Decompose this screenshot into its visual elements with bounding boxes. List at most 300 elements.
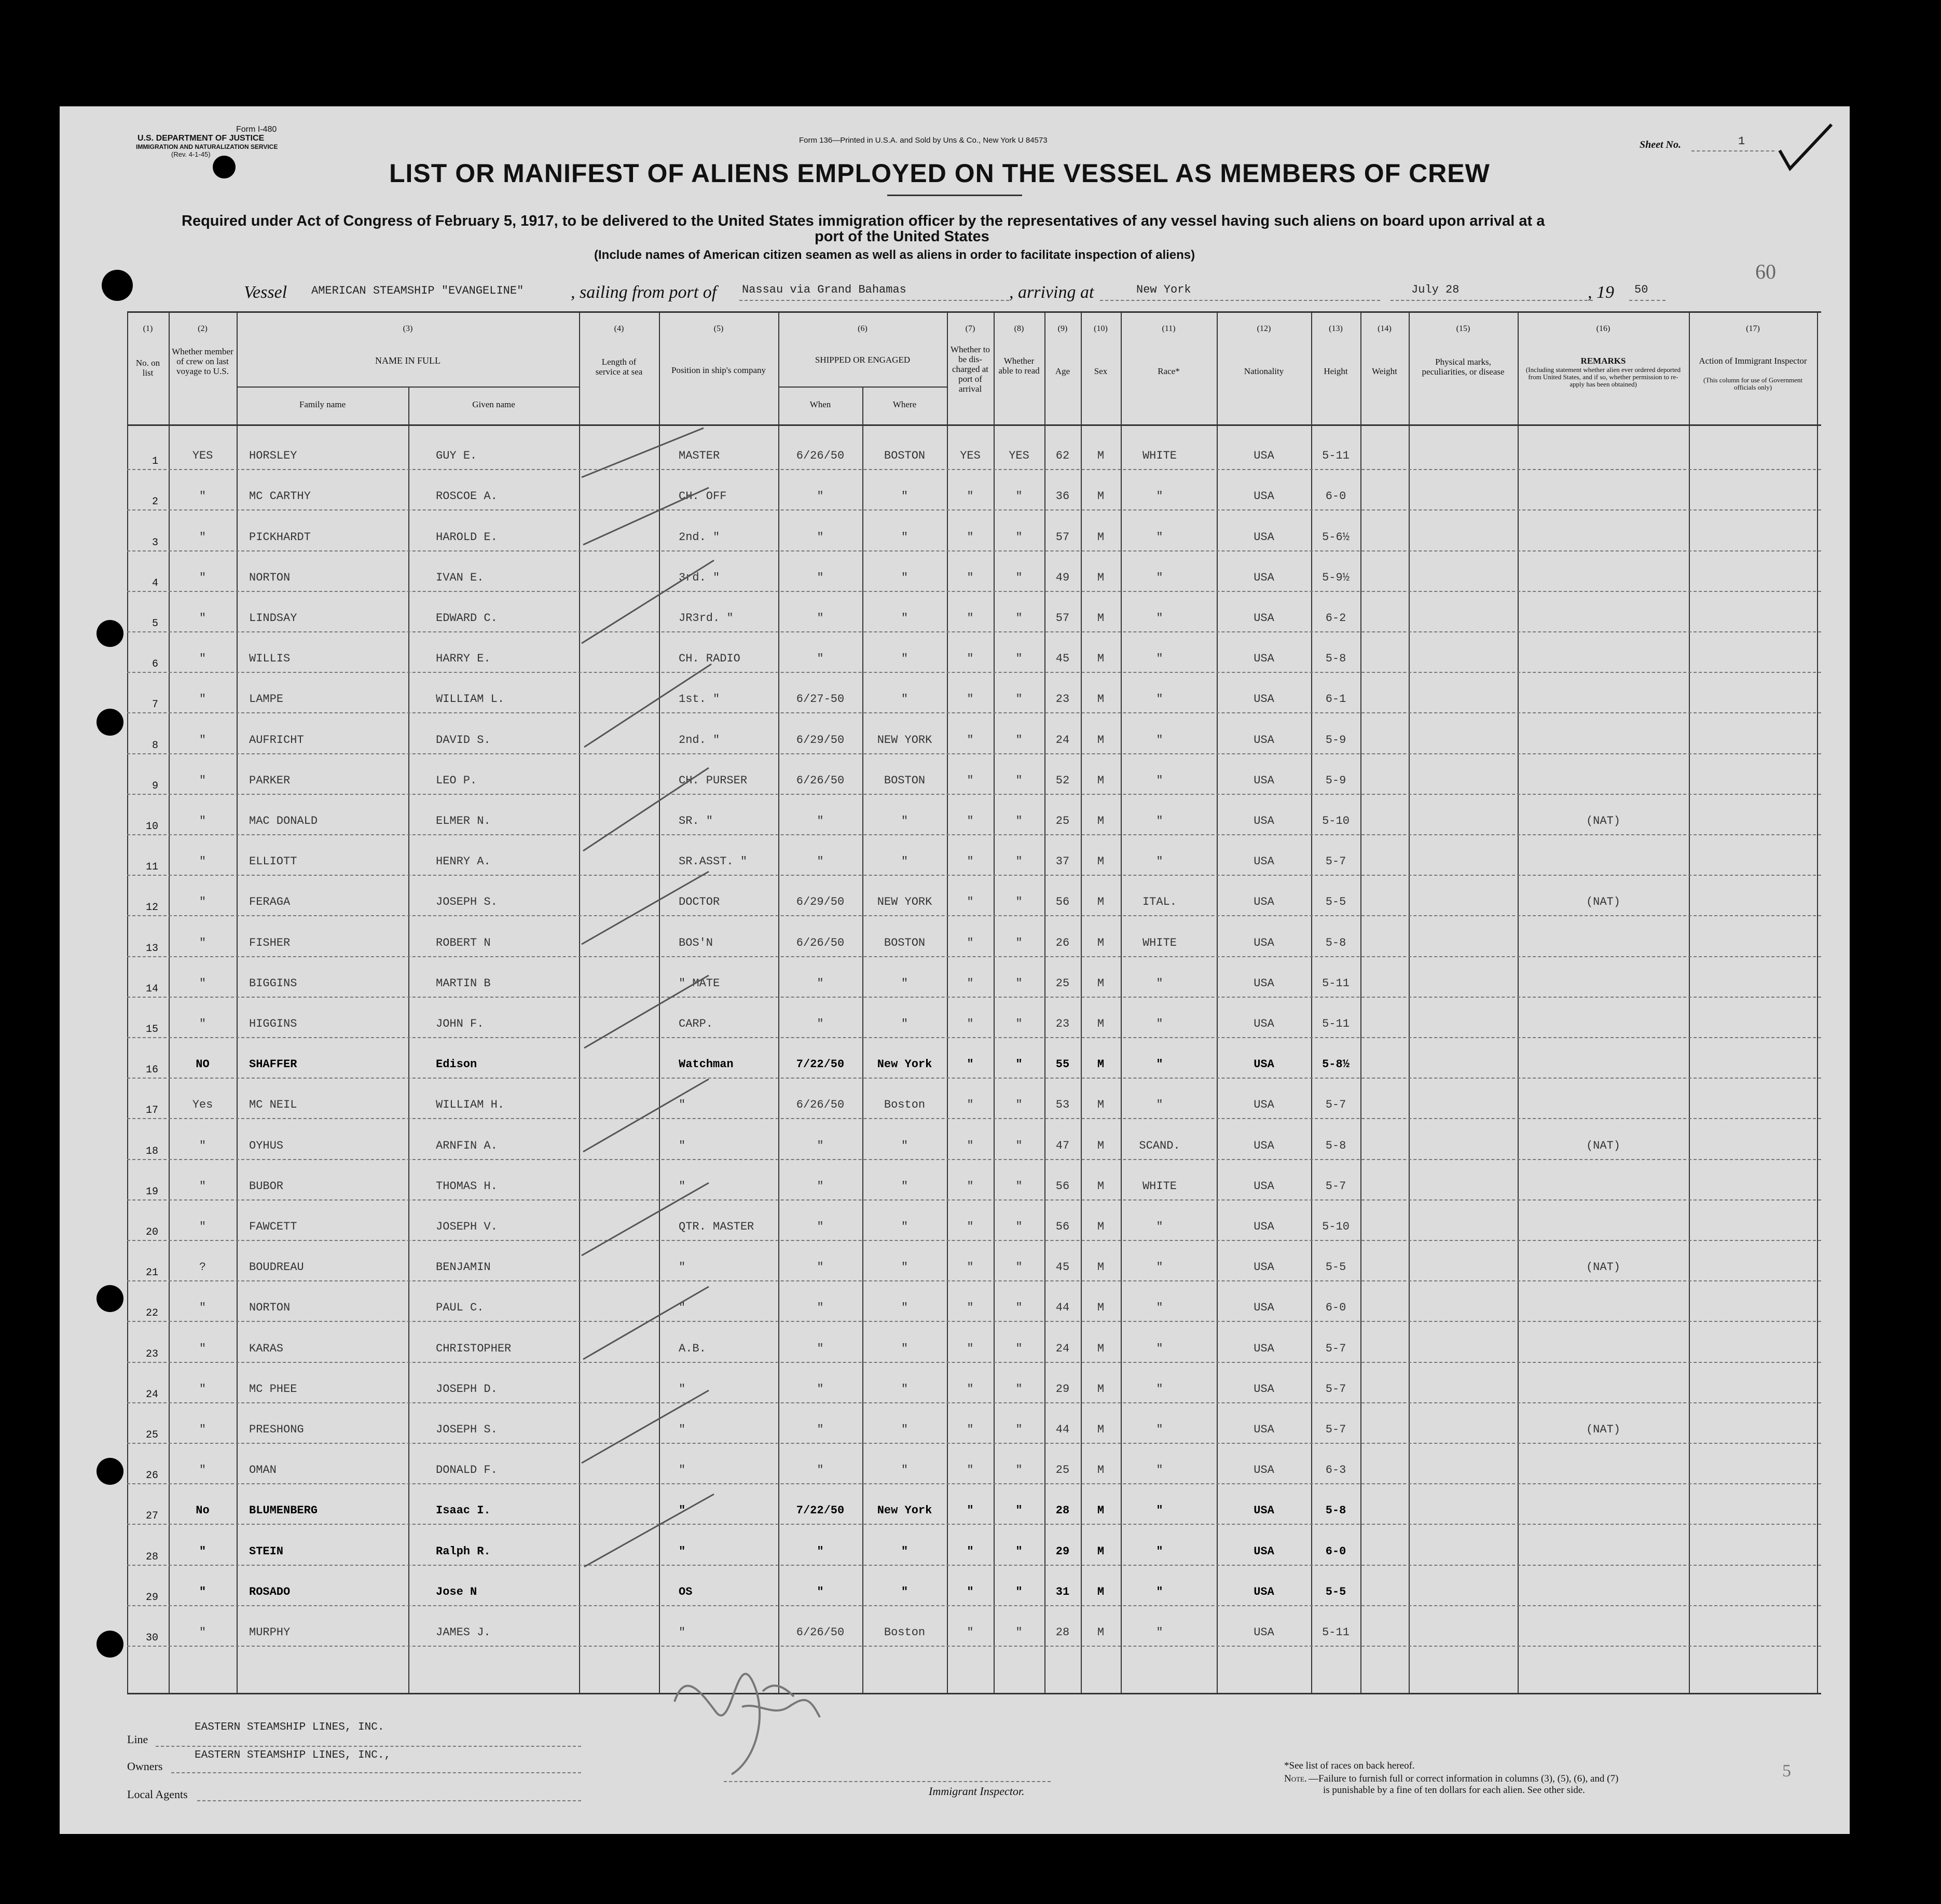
cell-given: MARTIN B — [436, 976, 491, 990]
cell-pos: " — [679, 1504, 686, 1517]
cell-disch: YES — [960, 449, 981, 463]
row-number: 21 — [145, 1267, 158, 1279]
row-separator — [127, 753, 1821, 754]
agents-underline — [197, 1800, 581, 1801]
row-separator — [127, 712, 1821, 713]
cell-nat: USA — [1254, 1382, 1274, 1396]
header-last-voyage: Whether member of crew on last voyage to U.S. — [172, 347, 233, 376]
cell-remarks: (NAT) — [1586, 1139, 1620, 1152]
punch-hole — [97, 709, 123, 736]
cell-given: DAVID S. — [436, 733, 491, 747]
cell-pos: CH. OFF — [679, 490, 727, 503]
row-separator — [127, 1524, 1821, 1525]
date-underline — [1391, 300, 1593, 301]
cell-prev: " — [199, 774, 207, 787]
cell-given: THOMAS H. — [436, 1179, 498, 1193]
cell-disch: " — [967, 1626, 974, 1639]
cell-where: " — [901, 1179, 908, 1193]
cell-race: " — [1156, 1544, 1163, 1558]
cell-height: 5-11 — [1322, 1017, 1350, 1030]
cell-race: WHITE — [1142, 936, 1177, 949]
cell-remarks: (NAT) — [1586, 1261, 1620, 1274]
cell-pos: " — [679, 1179, 686, 1193]
inspector-underline — [724, 1781, 1051, 1782]
cell-when: " — [817, 1423, 824, 1436]
cell-race: " — [1156, 1464, 1163, 1477]
cell-nat: USA — [1254, 612, 1274, 625]
service-strike-marks — [579, 425, 724, 1691]
cell-sex: M — [1097, 1382, 1105, 1396]
header-family-name: Family name — [299, 399, 346, 409]
cell-given: Jose N — [436, 1585, 477, 1598]
cell-sex: M — [1097, 1220, 1105, 1233]
cell-age: 23 — [1055, 693, 1070, 706]
row-separator — [127, 1483, 1821, 1484]
cell-sex: M — [1097, 1139, 1105, 1152]
cell-disch: " — [967, 936, 974, 949]
punch-hole — [97, 1458, 123, 1485]
cell-height: 5-7 — [1325, 855, 1346, 868]
cell-height: 5-9 — [1325, 774, 1346, 787]
row-separator — [127, 1443, 1821, 1444]
cell-where: BOSTON — [884, 936, 926, 949]
header-physical-marks: Physical marks, peculiarities, or disease — [1422, 357, 1505, 377]
cell-family: BUBOR — [249, 1179, 284, 1193]
row-separator — [127, 591, 1821, 592]
cell-height: 5-8 — [1325, 1504, 1346, 1517]
cell-nat: USA — [1254, 1139, 1274, 1152]
cell-given: HAROLD E. — [436, 530, 498, 544]
cell-sex: M — [1097, 571, 1105, 584]
row-number: 16 — [145, 1064, 158, 1077]
cell-read: " — [1015, 1017, 1023, 1030]
cell-height: 5-5 — [1325, 1261, 1346, 1274]
cell-read: " — [1015, 571, 1023, 584]
cell-height: 5-11 — [1322, 1626, 1350, 1639]
inspector-signature — [654, 1629, 841, 1785]
col-line — [1217, 311, 1218, 1694]
header-age: Age — [1055, 366, 1070, 376]
cell-age: 52 — [1055, 774, 1070, 787]
cell-given: PAUL C. — [436, 1301, 484, 1315]
cell-age: 29 — [1055, 1382, 1070, 1396]
cell-read: " — [1015, 855, 1023, 868]
cell-sex: M — [1097, 815, 1105, 827]
cell-given: GUY E. — [436, 449, 477, 463]
header-service-length: Length of service at sea — [595, 357, 643, 377]
cell-disch: " — [967, 733, 974, 747]
cell-where: " — [901, 1423, 908, 1436]
cell-height: 5-6½ — [1322, 530, 1350, 544]
col-line — [1817, 311, 1818, 1694]
row-number: 23 — [145, 1348, 158, 1360]
row-number: 5 — [152, 618, 158, 630]
header-discharged: Whether to be dis-charged at port of arrival — [951, 344, 990, 394]
cell-where: " — [901, 1261, 908, 1274]
cell-family: BOUDREAU — [249, 1261, 304, 1274]
row-number: 22 — [145, 1307, 158, 1320]
cell-nat: USA — [1254, 1464, 1274, 1477]
cell-when: 7/22/50 — [796, 1058, 845, 1071]
cell-race: " — [1156, 652, 1163, 666]
cell-read: " — [1015, 733, 1023, 747]
cell-height: 5-8 — [1325, 1139, 1346, 1152]
col-line — [947, 311, 948, 1694]
cell-height: 5-10 — [1322, 1220, 1350, 1233]
cell-race: " — [1156, 490, 1163, 503]
row-separator — [127, 631, 1821, 632]
cell-given: IVAN E. — [436, 571, 484, 584]
cell-when: " — [817, 1382, 824, 1396]
row-number: 20 — [145, 1226, 158, 1238]
cell-given: ELMER N. — [436, 815, 491, 827]
cell-read: " — [1015, 1504, 1023, 1517]
cell-disch: " — [967, 1464, 974, 1477]
cell-race: " — [1156, 693, 1163, 706]
col-line — [408, 387, 409, 1694]
cell-sex: M — [1097, 1464, 1105, 1477]
cell-where: " — [901, 1585, 908, 1598]
col-num: (17) — [1746, 324, 1760, 333]
cell-age: 47 — [1055, 1139, 1070, 1152]
cell-pos: MASTER — [679, 449, 720, 463]
header-position: Position in ship's company — [671, 365, 766, 375]
cell-family: STEIN — [249, 1544, 284, 1558]
cell-race: ITAL. — [1142, 895, 1177, 909]
cell-disch: " — [967, 1261, 974, 1274]
cell-height: 5-5 — [1325, 1585, 1346, 1598]
cell-pos: QTR. MASTER — [679, 1220, 754, 1233]
row-number: 24 — [145, 1388, 158, 1401]
row-number: 30 — [145, 1632, 158, 1644]
col-num: (16) — [1596, 324, 1610, 333]
col-num: (2) — [198, 324, 208, 333]
row-separator — [127, 1362, 1821, 1363]
cell-when: 6/26/50 — [796, 774, 845, 787]
cell-read: " — [1015, 1261, 1023, 1274]
note-text-1: —Failure to furnish full or correct information in columns (3), (5), (6), and (7) — [1309, 1773, 1619, 1784]
cell-where: " — [901, 1544, 908, 1558]
cell-nat: USA — [1254, 895, 1274, 909]
cell-prev: " — [199, 895, 207, 909]
cell-age: 25 — [1055, 976, 1070, 990]
row-separator — [127, 1280, 1821, 1281]
cell-sex: M — [1097, 612, 1105, 625]
row-number: 17 — [145, 1105, 158, 1117]
vessel-label: Vessel — [244, 283, 287, 302]
cell-race: " — [1156, 1098, 1163, 1112]
cell-where: Boston — [884, 1098, 926, 1112]
cell-given: HENRY A. — [436, 855, 491, 868]
cell-sex: M — [1097, 733, 1105, 747]
cell-sex: M — [1097, 1179, 1105, 1193]
cell-nat: USA — [1254, 936, 1274, 949]
cell-race: " — [1156, 530, 1163, 544]
cell-given: DONALD F. — [436, 1464, 498, 1477]
cell-family: PICKHARDT — [249, 530, 311, 544]
cell-sex: M — [1097, 490, 1105, 503]
cell-given: Ralph R. — [436, 1544, 491, 1558]
cell-where: NEW YORK — [877, 733, 932, 747]
row-separator — [127, 834, 1821, 835]
cell-nat: USA — [1254, 1544, 1274, 1558]
row-number: 7 — [152, 699, 158, 711]
header-remarks: REMARKS — [1580, 356, 1626, 366]
cell-age: 57 — [1055, 612, 1070, 625]
row-separator — [127, 1321, 1821, 1322]
cell-family: MAC DONALD — [249, 815, 318, 827]
cell-family: KARAS — [249, 1342, 284, 1355]
cell-nat: USA — [1254, 1058, 1274, 1071]
cell-given: JOSEPH V. — [436, 1220, 498, 1233]
cell-prev: " — [199, 612, 207, 625]
col-num: (11) — [1162, 324, 1176, 333]
cell-age: 25 — [1055, 1464, 1070, 1477]
cell-when: 6/29/50 — [796, 733, 845, 747]
cell-race: " — [1156, 1626, 1163, 1639]
cell-family: FISHER — [249, 936, 291, 949]
cell-given: ROSCOE A. — [436, 490, 498, 503]
header-sex: Sex — [1094, 366, 1108, 376]
cell-prev: YES — [192, 449, 213, 463]
cell-read: YES — [1009, 449, 1029, 463]
cell-pos: 1st. " — [679, 693, 720, 706]
cell-given: Isaac I. — [436, 1504, 491, 1517]
cell-race: " — [1156, 733, 1163, 747]
cell-disch: " — [967, 530, 974, 544]
cell-age: 56 — [1055, 895, 1070, 909]
arriving-underline — [1100, 300, 1380, 301]
arrival-year: 50 — [1634, 283, 1648, 296]
printer-line: Form 136—Printed in U.S.A. and Sold by Uns & Co., New York U 84573 — [799, 136, 1048, 145]
cell-age: 28 — [1055, 1626, 1070, 1639]
cell-remarks: (NAT) — [1586, 815, 1620, 827]
col-num: (8) — [1014, 324, 1024, 333]
col-line — [1081, 311, 1082, 1694]
cell-disch: " — [967, 652, 974, 666]
cell-prev: " — [199, 1017, 207, 1030]
owners-value: EASTERN STEAMSHIP LINES, INC., — [195, 1749, 391, 1761]
row-separator — [127, 915, 1821, 916]
col-line — [994, 311, 995, 1694]
col-num: (5) — [713, 324, 724, 333]
header-name-in-full: NAME IN FULL — [375, 355, 440, 366]
cell-race: " — [1156, 571, 1163, 584]
cell-age: 37 — [1055, 855, 1070, 868]
cell-nat: USA — [1254, 976, 1274, 990]
cell-sex: M — [1097, 976, 1105, 990]
cell-height: 5-9½ — [1322, 571, 1350, 584]
cell-nat: USA — [1254, 652, 1274, 666]
cell-read: " — [1015, 1464, 1023, 1477]
row-number: 29 — [145, 1591, 158, 1604]
cell-where: Boston — [884, 1626, 926, 1639]
cell-when: " — [817, 855, 824, 868]
subtitle-3: (Include names of American citizen seamen as well as aliens in order to facilitate inspection of aliens) — [594, 248, 1195, 262]
cell-race: " — [1156, 1220, 1163, 1233]
cell-family: LAMPE — [249, 693, 284, 706]
cell-disch: " — [967, 815, 974, 827]
table-header-bottom — [127, 424, 1821, 426]
cell-nat: USA — [1254, 855, 1274, 868]
cell-height: 6-1 — [1325, 693, 1346, 706]
cell-where: " — [901, 490, 908, 503]
cell-pos: CH. RADIO — [679, 652, 740, 666]
cell-height: 5-7 — [1325, 1179, 1346, 1193]
punch-hole — [102, 270, 133, 301]
cell-age: 57 — [1055, 530, 1070, 544]
cell-given: LEO P. — [436, 774, 477, 787]
cell-prev: " — [199, 571, 207, 584]
cell-nat: USA — [1254, 530, 1274, 544]
cell-height: 6-3 — [1325, 1464, 1346, 1477]
row-separator — [127, 469, 1821, 470]
line-value: EASTERN STEAMSHIP LINES, INC. — [195, 1721, 384, 1733]
cell-height: 5-11 — [1322, 976, 1350, 990]
header-where: Where — [892, 399, 917, 409]
col-num: (7) — [965, 324, 975, 333]
cell-read: " — [1015, 530, 1023, 544]
cell-pos: " — [679, 1626, 686, 1639]
row-separator — [127, 794, 1821, 795]
cell-age: 53 — [1055, 1098, 1070, 1112]
header-height: Height — [1324, 366, 1348, 376]
cell-age: 45 — [1055, 1261, 1070, 1274]
cell-nat: USA — [1254, 1626, 1274, 1639]
punch-hole — [97, 620, 123, 647]
table-bottom-border — [127, 1693, 1821, 1694]
row-number: 18 — [145, 1145, 158, 1157]
sailing-port: Nassau via Grand Bahamas — [742, 283, 906, 296]
cell-age: 29 — [1055, 1544, 1070, 1558]
cell-family: NORTON — [249, 1301, 291, 1315]
cell-when: " — [817, 1261, 824, 1274]
row-number: 6 — [152, 658, 158, 671]
cell-age: 55 — [1055, 1058, 1070, 1071]
cell-read: " — [1015, 1626, 1023, 1639]
cell-where: New York — [877, 1504, 932, 1517]
row-separator — [127, 1118, 1821, 1119]
row-separator — [127, 997, 1821, 998]
col-line — [778, 311, 779, 1694]
cell-pos: SR. " — [679, 815, 713, 827]
cell-pos: CH. PURSER — [679, 774, 748, 787]
year-prefix: , 19 — [1588, 283, 1614, 302]
cell-pos: " — [679, 1544, 686, 1558]
cell-pos: 2nd. " — [679, 530, 720, 544]
cell-family: MURPHY — [249, 1626, 291, 1639]
cell-sex: M — [1097, 1544, 1105, 1558]
cell-pos: JR3rd. " — [679, 612, 734, 625]
cell-age: 24 — [1055, 1342, 1070, 1355]
row-number: 28 — [145, 1551, 158, 1563]
cell-race: " — [1156, 1382, 1163, 1396]
row-separator — [127, 875, 1821, 876]
cell-where: " — [901, 1342, 908, 1355]
cell-when: 6/27-50 — [796, 693, 845, 706]
cell-height: 5-8 — [1325, 652, 1346, 666]
cell-nat: USA — [1254, 1220, 1274, 1233]
cell-family: MC PHEE — [249, 1382, 297, 1396]
title-underline — [887, 195, 1022, 196]
sheet-no-label: Sheet No. — [1640, 139, 1681, 150]
cell-height: 5-10 — [1322, 815, 1350, 827]
cell-disch: " — [967, 1098, 974, 1112]
cell-read: " — [1015, 1342, 1023, 1355]
cell-height: 6-0 — [1325, 490, 1346, 503]
row-number: 25 — [145, 1429, 158, 1441]
cell-prev: " — [199, 815, 207, 827]
cell-read: " — [1015, 490, 1023, 503]
cell-remarks: (NAT) — [1586, 895, 1620, 909]
cell-age: 23 — [1055, 1017, 1070, 1030]
cell-height: 6-2 — [1325, 612, 1346, 625]
cell-where: " — [901, 1382, 908, 1396]
cell-nat: USA — [1254, 1017, 1274, 1030]
races-note: *See list of races on back hereof. — [1284, 1760, 1415, 1771]
cell-when: " — [817, 1017, 824, 1030]
cell-given: JAMES J. — [436, 1626, 491, 1639]
cell-disch: " — [967, 1301, 974, 1315]
cell-nat: USA — [1254, 1504, 1274, 1517]
cell-height: 5-7 — [1325, 1382, 1346, 1396]
cell-prev: " — [199, 733, 207, 747]
cell-when: " — [817, 1179, 824, 1193]
col-line — [1360, 311, 1361, 1694]
col-num: (14) — [1378, 324, 1392, 333]
col-line — [1409, 311, 1410, 1694]
header-weight: Weight — [1372, 366, 1397, 376]
row-number: 9 — [152, 780, 158, 792]
cell-family: PARKER — [249, 774, 291, 787]
cell-where: " — [901, 1220, 908, 1233]
cell-race: " — [1156, 1585, 1163, 1598]
col-num: (10) — [1094, 324, 1108, 333]
cell-when: 6/26/50 — [796, 1626, 845, 1639]
cell-age: 31 — [1055, 1585, 1070, 1598]
col-num: (1) — [143, 324, 153, 333]
cell-nat: USA — [1254, 733, 1274, 747]
cell-given: CHRISTOPHER — [436, 1342, 512, 1355]
col-line — [127, 311, 128, 1694]
cell-race: " — [1156, 815, 1163, 827]
cell-when: " — [817, 815, 824, 827]
cell-race: WHITE — [1142, 1179, 1177, 1193]
cell-given: JOHN F. — [436, 1017, 484, 1030]
cell-height: 5-8½ — [1322, 1058, 1350, 1071]
cell-nat: USA — [1254, 1585, 1274, 1598]
cell-disch: " — [967, 774, 974, 787]
sheet-no-value: 1 — [1738, 135, 1745, 148]
cell-height: 5-11 — [1322, 449, 1350, 463]
cell-read: " — [1015, 1382, 1023, 1396]
row-number: 11 — [145, 861, 158, 874]
row-number: 8 — [152, 739, 158, 752]
cell-height: 5-5 — [1325, 895, 1346, 909]
cell-nat: USA — [1254, 490, 1274, 503]
row-number: 10 — [145, 821, 158, 833]
cell-when: " — [817, 571, 824, 584]
cell-family: AUFRICHT — [249, 733, 304, 747]
cell-prev: " — [199, 1179, 207, 1193]
cell-age: 62 — [1055, 449, 1070, 463]
cell-when: " — [817, 976, 824, 990]
cell-where: " — [901, 1464, 908, 1477]
cell-when: " — [817, 530, 824, 544]
cell-read: " — [1015, 652, 1023, 666]
cell-pos: " MATE — [679, 976, 720, 990]
cell-race: " — [1156, 1301, 1163, 1315]
